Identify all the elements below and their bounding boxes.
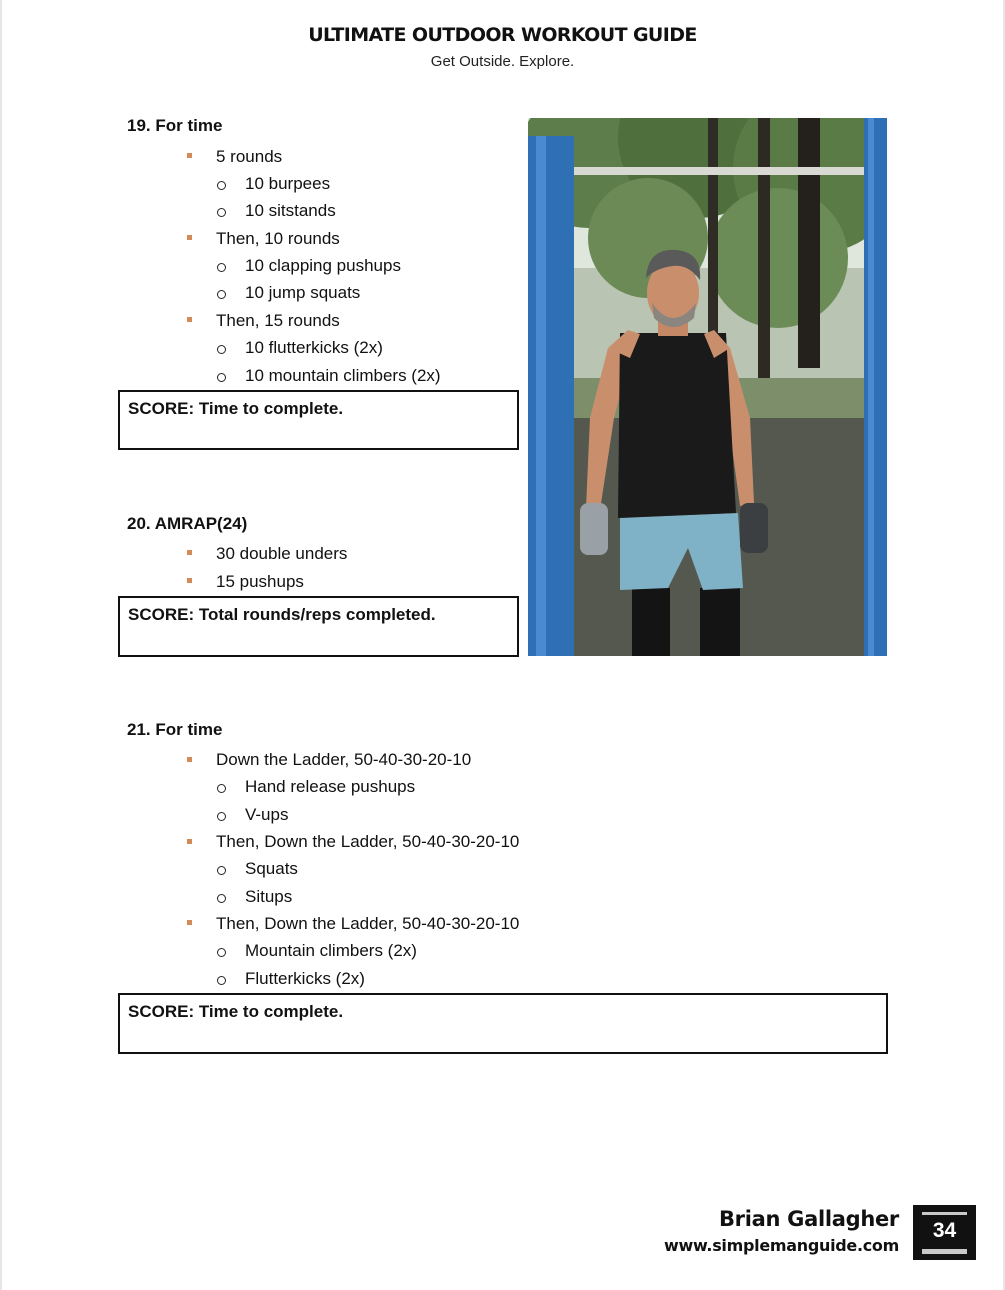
page-edge-left (0, 0, 2, 1290)
document-subtitle: Get Outside. Explore. (430, 53, 575, 70)
list-item: 10 jump squats (245, 283, 361, 302)
badge-bar-bottom (922, 1249, 967, 1254)
circle-bullet-icon (217, 263, 226, 272)
list-item: Flutterkicks (2x) (245, 969, 365, 988)
score-label: SCORE: Time to complete. (128, 1002, 344, 1021)
score-box (118, 390, 519, 450)
square-bullet-icon (187, 839, 192, 844)
square-bullet-icon (187, 920, 192, 925)
circle-bullet-icon (217, 345, 226, 354)
list-item: 10 flutterkicks (2x) (245, 338, 383, 357)
circle-bullet-icon (217, 866, 226, 875)
list-item: 10 sitstands (245, 201, 336, 220)
list-item: Then, Down the Ladder, 50-40-30-20-10 (216, 914, 520, 933)
square-bullet-icon (187, 153, 192, 158)
list-item: 10 mountain climbers (2x) (245, 366, 441, 385)
square-bullet-icon (187, 578, 192, 583)
circle-bullet-icon (217, 373, 226, 382)
square-bullet-icon (187, 235, 192, 240)
list-item: 10 clapping pushups (245, 256, 401, 275)
document-title: ULTIMATE OUTDOOR WORKOUT GUIDE (308, 24, 697, 46)
workout-heading: 21. For time (127, 720, 223, 739)
circle-bullet-icon (217, 181, 226, 190)
list-item: Situps (245, 887, 293, 906)
square-bullet-icon (187, 317, 192, 322)
workout-heading: 19. For time (127, 116, 223, 135)
badge-bar-top (922, 1212, 967, 1215)
circle-bullet-icon (217, 208, 226, 217)
list-item: 5 rounds (216, 147, 283, 166)
score-label: SCORE: Total rounds/reps completed. (128, 605, 436, 624)
list-item: Mountain climbers (2x) (245, 941, 417, 960)
page-number: 34 (932, 1219, 957, 1242)
list-item: Down the Ladder, 50-40-30-20-10 (216, 750, 472, 769)
circle-bullet-icon (217, 784, 226, 793)
list-item: Squats (245, 859, 298, 878)
list-item: Then, 10 rounds (216, 229, 340, 248)
list-item: V-ups (245, 805, 289, 824)
circle-bullet-icon (217, 948, 226, 957)
footer-url-link[interactable]: www.simplemanguide.com (664, 1236, 899, 1255)
list-item: Then, Down the Ladder, 50-40-30-20-10 (216, 832, 520, 851)
circle-bullet-icon (217, 290, 226, 299)
circle-bullet-icon (217, 976, 226, 985)
square-bullet-icon (187, 550, 192, 555)
circle-bullet-icon (217, 812, 226, 821)
circle-bullet-icon (217, 894, 226, 903)
score-box (118, 993, 888, 1054)
list-item: Then, 15 rounds (216, 311, 340, 330)
list-item: 15 pushups (216, 572, 304, 591)
score-label: SCORE: Time to complete. (128, 399, 344, 418)
footer-author: Brian Gallagher (718, 1207, 899, 1231)
square-bullet-icon (187, 757, 192, 762)
workout-heading: 20. AMRAP(24) (127, 514, 248, 533)
list-item: 10 burpees (245, 174, 331, 193)
athlete-photo (528, 118, 887, 656)
page-number-badge (913, 1205, 976, 1260)
list-item: 30 double unders (216, 544, 348, 563)
score-box (118, 596, 519, 657)
list-item: Hand release pushups (245, 777, 416, 796)
